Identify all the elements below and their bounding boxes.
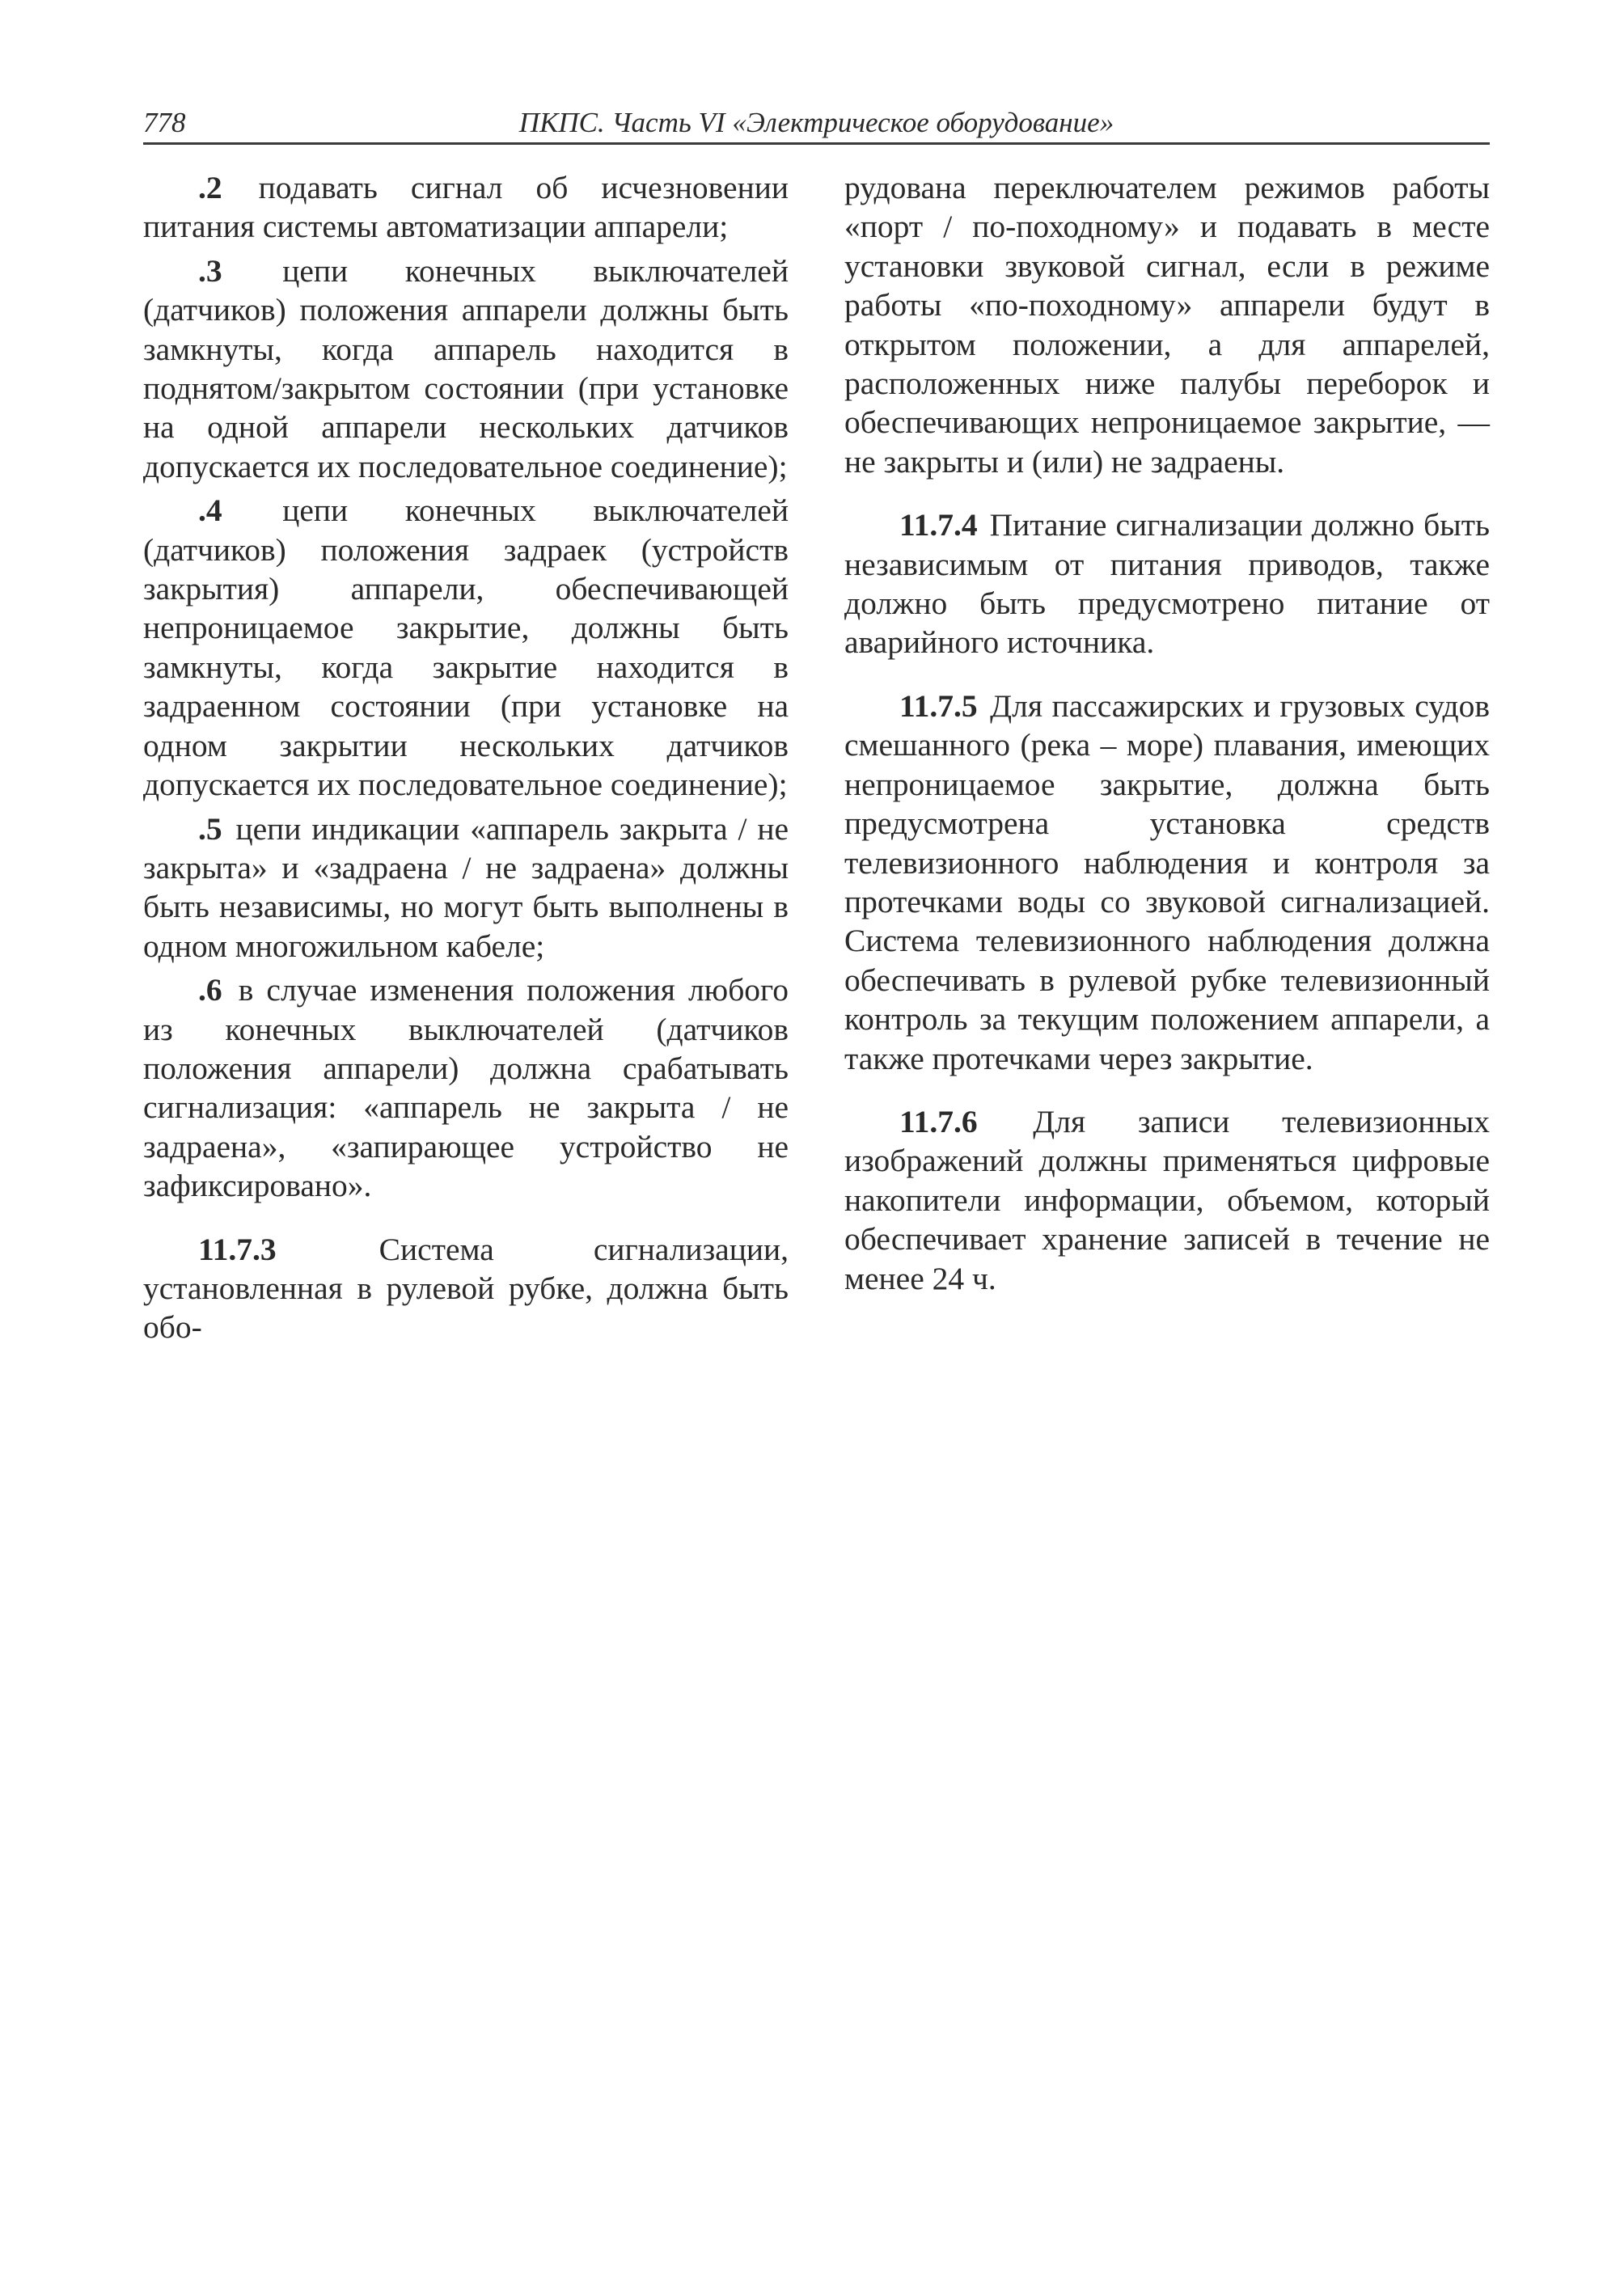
paragraph-2 bbox=[143, 168, 789, 247]
section-number: 11.7.5 bbox=[899, 687, 978, 724]
paragraph-4 bbox=[143, 491, 789, 804]
section-11-7-3 bbox=[143, 1230, 789, 1347]
item-number: .4 bbox=[198, 492, 222, 529]
paragraph-text: подавать сигнал об исчезновении питания системы автоматизации аппарели; bbox=[143, 170, 789, 245]
header-rule bbox=[143, 142, 1490, 145]
paragraph-3 bbox=[143, 252, 789, 486]
section-11-7-5 bbox=[844, 687, 1490, 1078]
paragraph-6 bbox=[143, 970, 789, 1205]
paragraph-text: Питание сигнализации должно быть независимым от питания приводов, также должно быть предусмотрено питание от аварийного источника. bbox=[844, 507, 1490, 661]
paragraph-text: цепи индикации «аппарель закрыта / не закрыта» и «задраена / не задраена» должны быть независимы, но могут быть выполнены в одном многожильном кабеле; bbox=[143, 810, 789, 964]
running-header bbox=[143, 102, 1490, 144]
right-column bbox=[844, 168, 1490, 1298]
section-number: 11.7.6 bbox=[899, 1103, 978, 1139]
page-number: 778 bbox=[143, 107, 186, 138]
section-11-7-3-continuation: рудована переключателем режимов работы «порт / по-походному» и подавать в месте установки звуковой сигнал, если в режиме работы «по-походному» аппарели будут в открытом положении, а для аппарелей, расположенных ниже палубы переборок и обеспечивающих непроницаемое закрытие, — не закрыты и (или) не задраены. bbox=[844, 170, 1490, 480]
paragraph-text: в случае изменения положения любого из конечных выключателей (датчиков положения аппарели) должна срабатывать сигнализация: «аппарель не закрыта / не задраена», «запирающее устройство не зафиксировано». bbox=[143, 972, 789, 1204]
paragraph-text: Для пассажирских и грузовых судов смешанного (река – море) плавания, имеющих непроницаемое закрытие, должна быть предусмотрена установка средств телевизионного наблюдения и контроля за протечками воды со звуковой сигнализацией. Система телевизионного наблюдения должна обеспечивать в рулевой рубке телевизионный контроль за текущим положением аппарели, а также протечками через закрытие. bbox=[844, 687, 1491, 1076]
section-number: 11.7.4 bbox=[899, 507, 978, 543]
paragraph-text: цепи конечных выключателей (датчиков) положения задраек (устройств закрытия) аппарели, обеспечивающей непроницаемое закрытие, должны быть замкнуты, когда закрытие находится в задраенном состоянии (при установке на одном закрытии нескольких датчиков допускается их последовательное соединение); bbox=[143, 492, 789, 803]
item-number: .5 bbox=[198, 810, 222, 847]
header-title: ПКПС. Часть VI «Электрическое оборудование» bbox=[518, 107, 1114, 138]
item-number: .6 bbox=[198, 972, 222, 1008]
paragraph-5 bbox=[143, 809, 789, 966]
section-11-7-4 bbox=[844, 505, 1490, 662]
paragraph-text: Для записи телевизионных изображений должны применяться цифровые накопители информации, объемом, который обеспечивает хранение записей в течение не менее 24 ч. bbox=[844, 1103, 1490, 1296]
paragraph-text: цепи конечных выключателей (датчиков) положения аппарели должны быть замкнуты, когда аппарель находится в поднятом/закрытом состоянии (при установке на одной аппарели нескольких датчиков допускается их последовательное соединение); bbox=[143, 252, 789, 484]
item-number: .2 bbox=[198, 170, 222, 205]
item-number: .3 bbox=[198, 252, 222, 289]
paragraph-text: Система сигнализации, установленная в рулевой рубке, должна быть обо- bbox=[143, 1231, 789, 1346]
section-number: 11.7.3 bbox=[198, 1231, 277, 1267]
section-11-7-6 bbox=[844, 1102, 1490, 1298]
left-column bbox=[143, 168, 789, 1347]
